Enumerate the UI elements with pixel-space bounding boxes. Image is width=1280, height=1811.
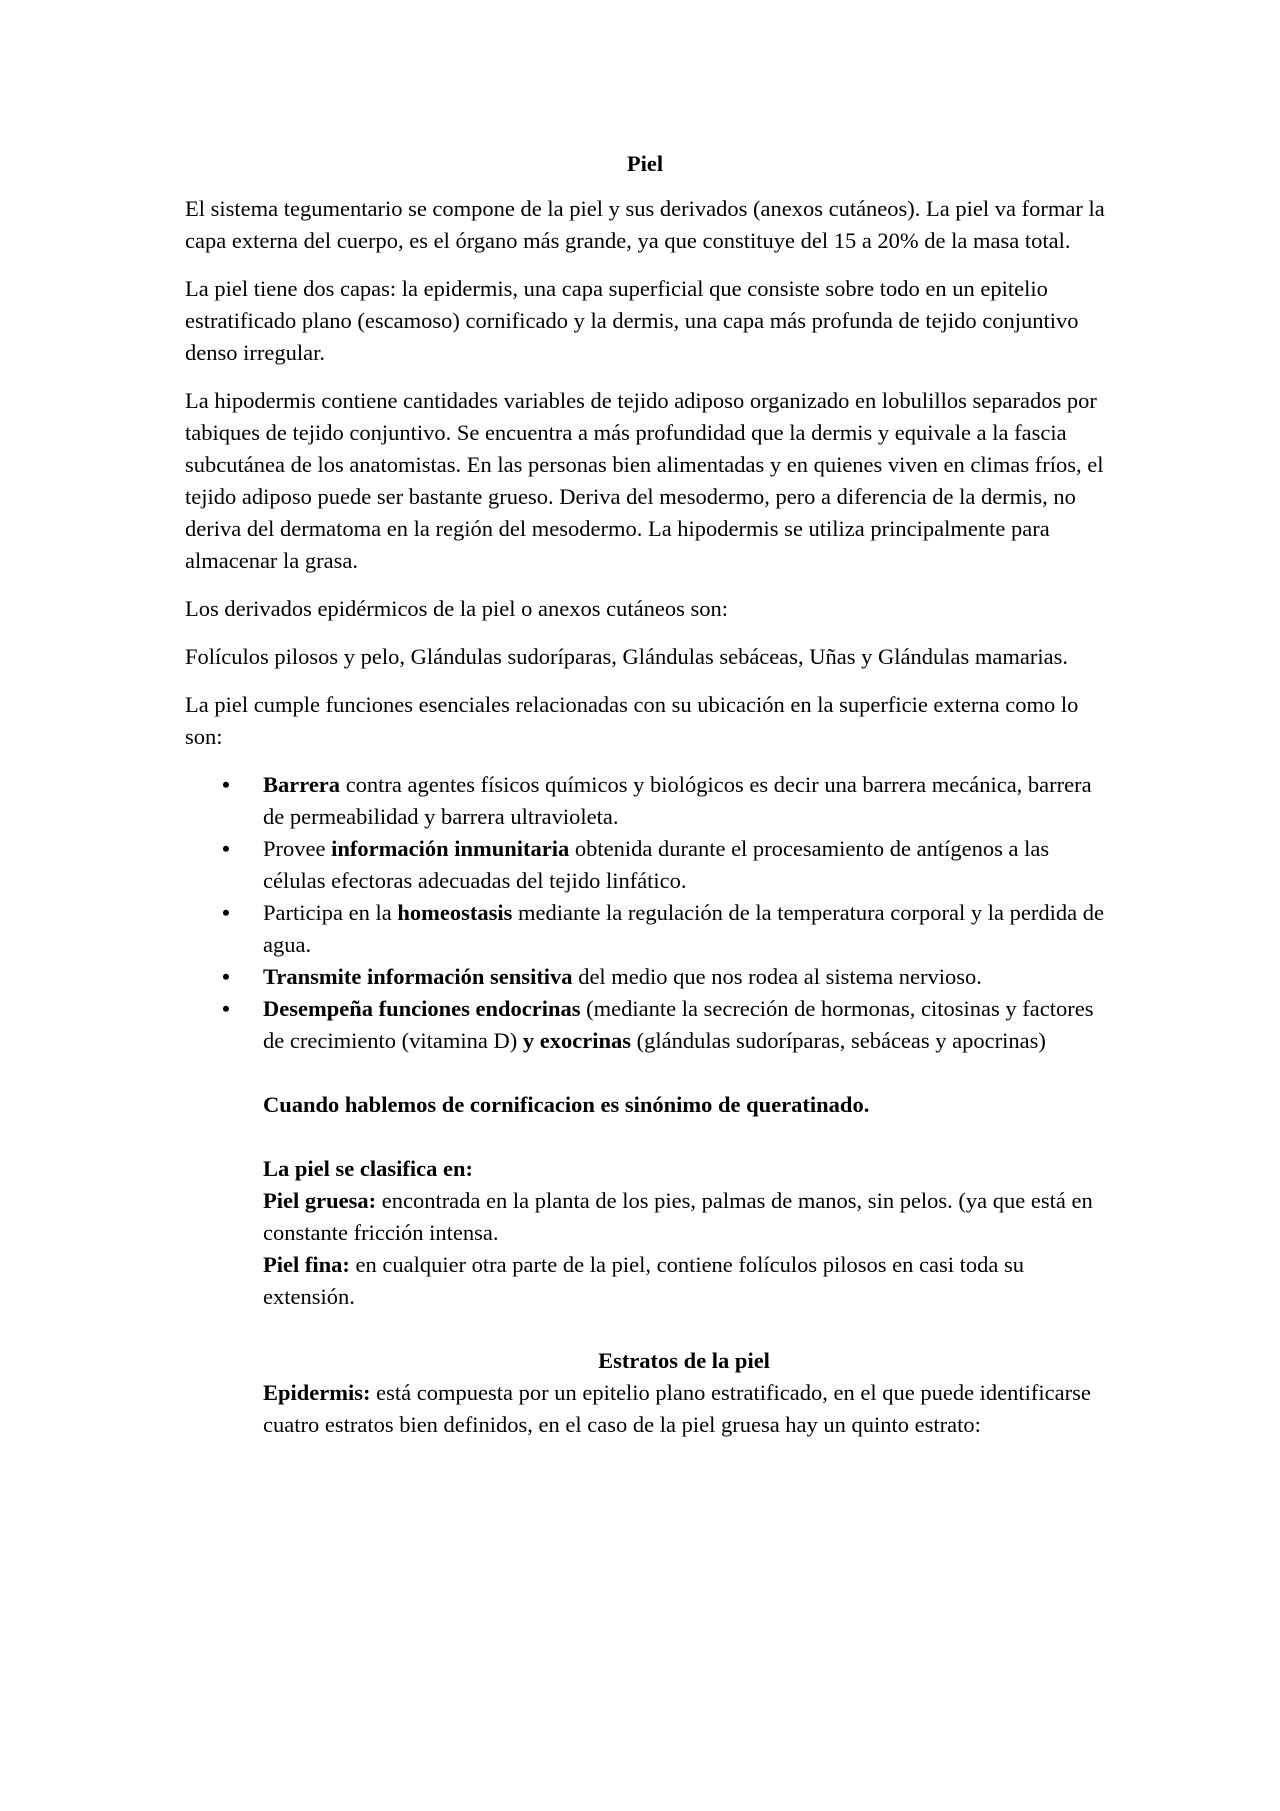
item-text: (mediante la secreción de hormonas, citosinas y factores de crecimiento (vitamina D)	[263, 996, 1094, 1053]
thin-skin-text: en cualquier otra parte de la piel, contiene folículos pilosos en casi toda su extensión.	[263, 1252, 1025, 1309]
blank-line	[263, 1057, 1105, 1089]
paragraph-functions-intro: La piel cumple funciones esenciales relacionadas con su ubicación en la superficie externa como lo son:	[185, 692, 1079, 749]
list-item	[222, 897, 1105, 961]
item-text: contra agentes físicos químicos y biológicos es decir una barrera mecánica, barrera de permeabilidad y barrera ultravioleta.	[263, 772, 1092, 829]
paragraph-hypodermis: La hipodermis contiene cantidades variables de tejido adiposo organizado en lobulillos separados por tabiques de tejido conjuntivo. Se encuentra a más profundidad que la dermis y equivale a la fascia subcutánea de los anatomistas. En las personas bien alimentadas y en quienes viven en climas fríos, el tejido adiposo puede ser bastante grueso. Deriva del mesodermo, pero a diferencia de la dermis, no deriva del dermatoma en la región del mesodermo. La hipodermis se utiliza principalmente para almacenar la grasa.	[185, 388, 1104, 573]
thick-skin-text: encontrada en la planta de los pies, palmas de manos, sin pelos. (ya que está en constante fricción intensa.	[263, 1188, 1093, 1245]
bullet-icon: •	[222, 836, 230, 861]
paragraph-derivatives-list: Folículos pilosos y pelo, Glándulas sudoríparas, Glándulas sebáceas, Uñas y Glándulas mamarias.	[185, 644, 1068, 669]
document-body	[185, 148, 1105, 1441]
bold-term-secondary: y exocrinas	[522, 1028, 632, 1053]
thin-skin-definition	[263, 1249, 1105, 1313]
list-item	[222, 833, 1105, 897]
classification-heading-text: La piel se clasifica en:	[263, 1156, 473, 1181]
blank-line	[263, 1121, 1105, 1153]
paragraph-skin-layers: La piel tiene dos capas: la epidermis, una capa superficial que consiste sobre todo en un epitelio estratificado plano (escamoso) cornificado y la dermis, una capa más profunda de tejido conjuntivo denso irregular.	[185, 276, 1079, 365]
indented-section	[185, 1057, 1105, 1441]
list-item	[222, 961, 1105, 993]
paragraph-intro: El sistema tegumentario se compone de la piel y sus derivados (anexos cutáneos). La piel va formar la capa externa del cuerpo, es el órgano más grande, ya que constituye del 15 a 20% de la masa total.	[185, 196, 1105, 253]
epidermis-text: está compuesta por un epitelio plano estratificado, en el que puede identificarse cuatro estratos bien definidos, en el caso de la piel gruesa hay un quinto estrato:	[263, 1380, 1091, 1437]
bold-term: información inmunitaria	[331, 836, 570, 861]
epidermis-label: Epidermis:	[263, 1380, 371, 1405]
thick-skin-label: Piel gruesa:	[263, 1188, 377, 1213]
epidermis-definition	[263, 1377, 1105, 1441]
layers-heading: Estratos de la piel	[598, 1348, 770, 1373]
paragraph-derivatives-intro: Los derivados epidérmicos de la piel o anexos cutáneos son:	[185, 596, 728, 621]
bold-term: Transmite información sensitiva	[263, 964, 573, 989]
functions-list	[185, 769, 1105, 1057]
bullet-icon: •	[222, 996, 230, 1021]
list-item	[222, 993, 1105, 1057]
item-text: obtenida durante el procesamiento de antígenos a las células efectoras adecuadas del tejido linfático.	[263, 836, 1050, 893]
bold-term: Desempeña funciones endocrinas	[263, 996, 581, 1021]
item-prefix: Participa en la	[263, 900, 398, 925]
thin-skin-label: Piel fina:	[263, 1252, 350, 1277]
classification-heading	[263, 1153, 1105, 1185]
item-prefix: Provee	[263, 836, 332, 861]
item-text-secondary: (glándulas sudoríparas, sebáceas y apocrinas)	[631, 1028, 1046, 1053]
note-text: Cuando hablemos de cornificacion es sinónimo de queratinado.	[263, 1092, 870, 1117]
item-text: mediante la regulación de la temperatura corporal y la perdida de agua.	[263, 900, 1104, 957]
bullet-icon: •	[222, 964, 230, 989]
item-text: del medio que nos rodea al sistema nervioso.	[572, 964, 982, 989]
bullet-icon: •	[222, 900, 230, 925]
cornification-note	[263, 1089, 1105, 1121]
bold-term: Barrera	[263, 772, 341, 797]
document-title: Piel	[626, 151, 664, 176]
bullet-icon: •	[222, 772, 230, 797]
blank-line	[263, 1313, 1105, 1345]
list-item	[222, 769, 1105, 833]
bold-term: homeostasis	[397, 900, 513, 925]
thick-skin-definition	[263, 1185, 1105, 1249]
